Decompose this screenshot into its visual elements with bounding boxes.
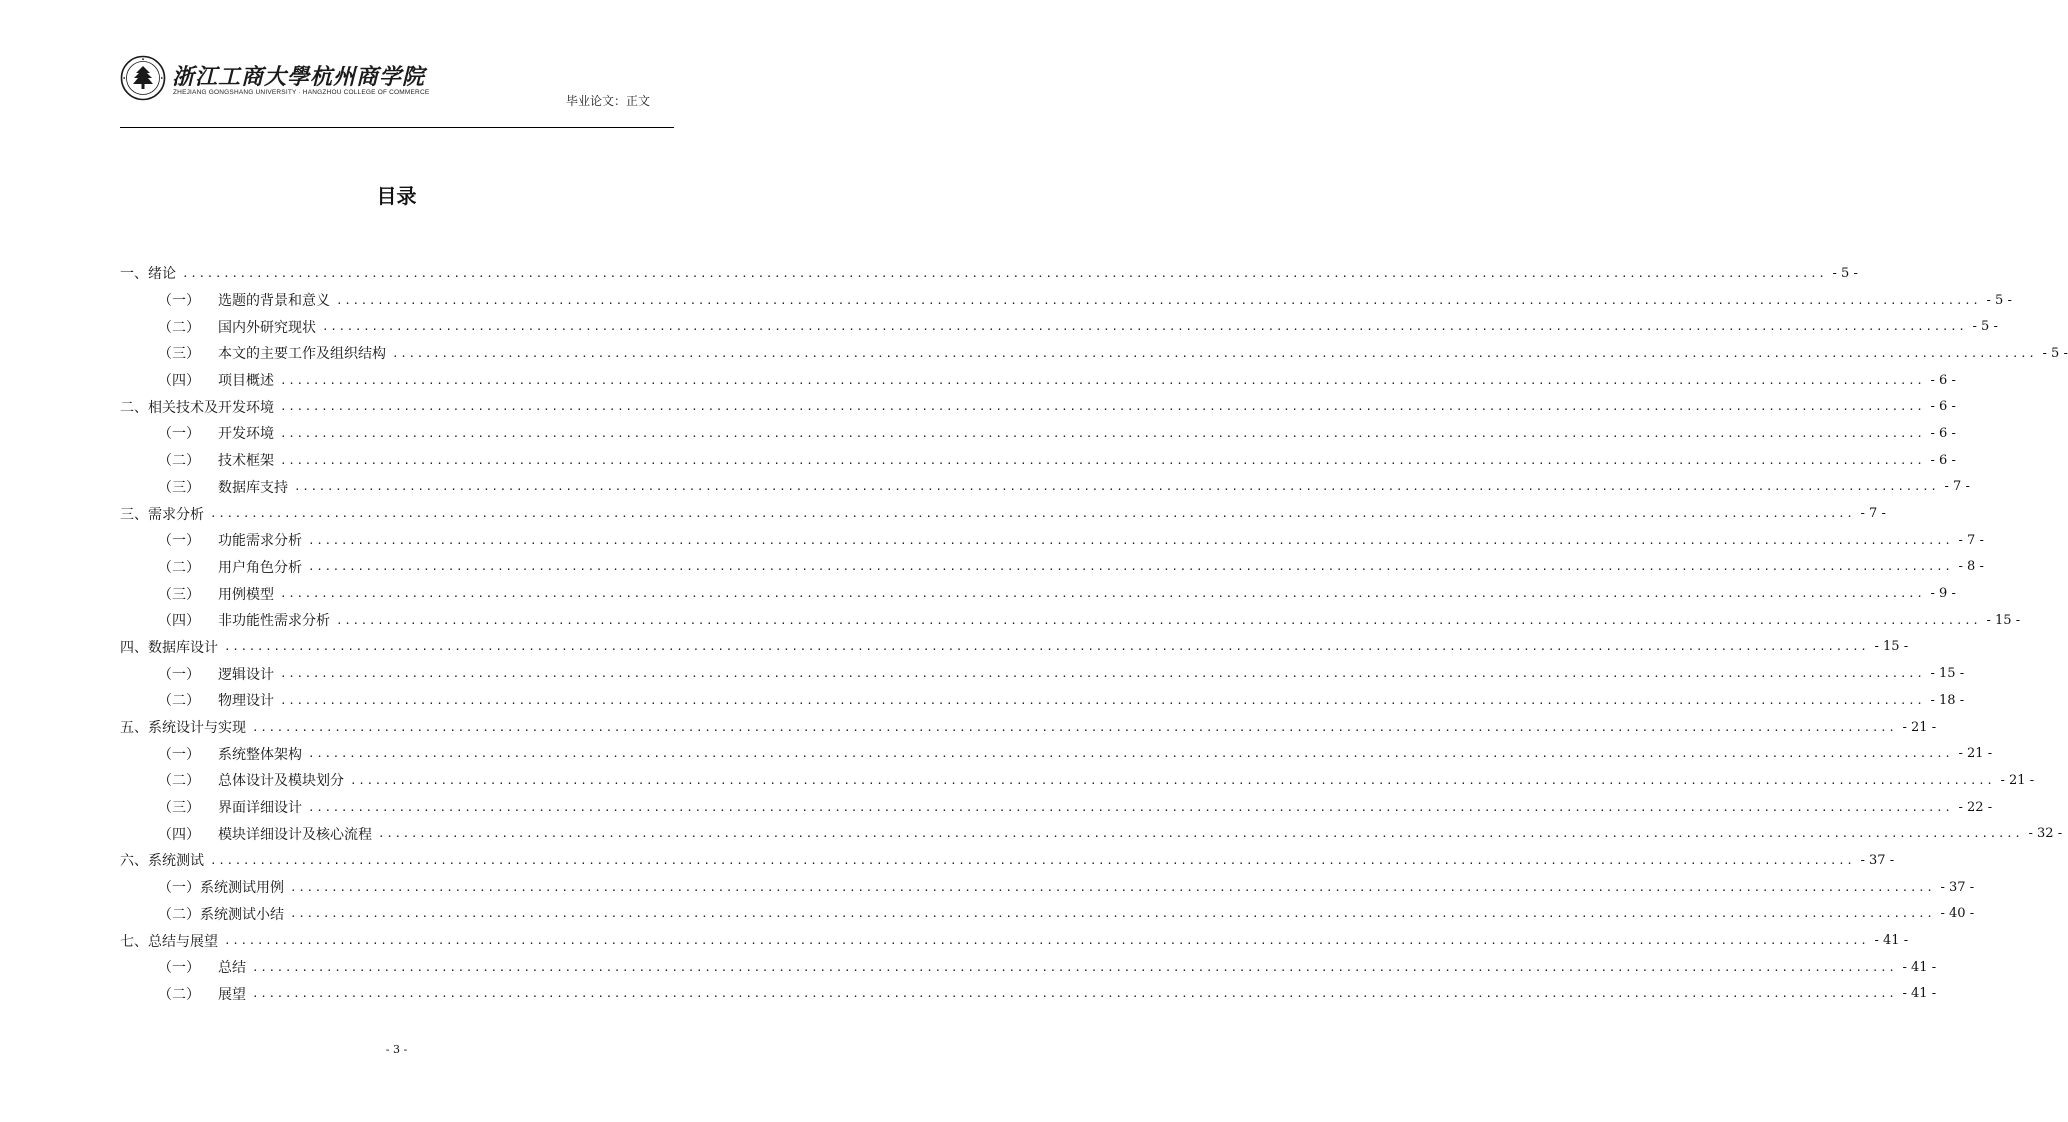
toc-entry-page: - 15 - bbox=[1874, 639, 1909, 655]
toc-entry-title: 技术框架 bbox=[218, 453, 274, 470]
toc-entry-title: 总体设计及模块划分 bbox=[218, 773, 344, 790]
toc-entry-number: （一） bbox=[158, 960, 200, 977]
toc-entry-number: （一） bbox=[158, 880, 200, 897]
toc-entry-title: 系统测试小结 bbox=[200, 906, 284, 923]
toc-dot-leader: ........................................................................................................................................................................................................ bbox=[252, 960, 1897, 974]
toc-entry-number: （三） bbox=[158, 586, 200, 603]
toc-entry-number: （四） bbox=[158, 613, 200, 630]
section-label: 毕业论文：正文 bbox=[565, 94, 650, 108]
toc-entry-page: - 8 - bbox=[1958, 559, 1984, 575]
toc-entry-page: - 5 - bbox=[2042, 345, 2068, 361]
toc-entry[interactable] bbox=[120, 260, 1858, 287]
toc-entry[interactable] bbox=[120, 634, 1909, 661]
toc-entry-number: （一） bbox=[158, 666, 200, 683]
toc-dot-leader: ........................................................................................................................................................................................................ bbox=[224, 640, 1869, 654]
header-divider bbox=[120, 127, 674, 128]
toc-dot-leader: ........................................................................................................................................................................................................ bbox=[308, 560, 1953, 574]
toc-dot-leader: ........................................................................................................................................................................................................ bbox=[280, 400, 1925, 414]
toc-entry[interactable] bbox=[120, 287, 2012, 314]
toc-entry[interactable] bbox=[120, 820, 2063, 847]
toc-entry-page: - 7 - bbox=[1944, 479, 1970, 495]
toc-entry[interactable] bbox=[120, 660, 1965, 687]
toc-entry-title: 本文的主要工作及组织结构 bbox=[218, 346, 386, 363]
toc-entry-number: （二） bbox=[158, 559, 200, 576]
toc-dot-leader: ........................................................................................................................................................................................................ bbox=[392, 346, 2037, 360]
toc-entry-page: - 22 - bbox=[1958, 799, 1993, 815]
toc-entry-number: （一） bbox=[158, 533, 200, 550]
toc-entry-page: - 21 - bbox=[1958, 746, 1993, 762]
toc-entry-title: 总结 bbox=[218, 960, 246, 977]
toc-entry[interactable] bbox=[120, 767, 2035, 794]
toc-entry[interactable] bbox=[120, 927, 1909, 954]
toc-entry[interactable] bbox=[120, 901, 1975, 928]
toc-entry-title: 选题的背景和意义 bbox=[218, 293, 330, 310]
toc-entry-number: （四） bbox=[158, 826, 200, 843]
toc-dot-leader: ........................................................................................................................................................................................................ bbox=[308, 800, 1953, 814]
toc-entry-number: 二、 bbox=[120, 399, 148, 416]
toc-entry-page: - 7 - bbox=[1860, 506, 1886, 522]
toc-entry-title: 物理设计 bbox=[218, 693, 274, 710]
toc-entry-title: 用例模型 bbox=[218, 586, 274, 603]
toc-entry-page: - 40 - bbox=[1940, 906, 1975, 922]
toc-entry-title: 项目概述 bbox=[218, 373, 274, 390]
toc-entry[interactable] bbox=[120, 847, 1895, 874]
toc-entry-page: - 7 - bbox=[1958, 532, 1984, 548]
toc-entry-number: （二） bbox=[158, 906, 200, 923]
toc-entry[interactable] bbox=[120, 981, 1937, 1008]
toc-entry-title: 绪论 bbox=[148, 266, 176, 283]
toc-dot-leader: ........................................................................................................................................................................................................ bbox=[290, 907, 1935, 921]
toc-entry-title: 系统整体架构 bbox=[218, 746, 302, 763]
toc-entry-title: 开发环境 bbox=[218, 426, 274, 443]
toc-entry-page: - 32 - bbox=[2028, 826, 2063, 842]
toc-dot-leader: ........................................................................................................................................................................................................ bbox=[336, 293, 1981, 307]
page-number: - 3 - bbox=[385, 1043, 408, 1056]
toc-entry[interactable] bbox=[120, 580, 1956, 607]
toc-entry-number: （一） bbox=[158, 746, 200, 763]
toc-entry[interactable] bbox=[120, 420, 1956, 447]
toc-entry-page: - 6 - bbox=[1930, 452, 1956, 468]
toc-entry-page: - 37 - bbox=[1860, 852, 1895, 868]
toc-entry-title: 展望 bbox=[218, 986, 246, 1003]
toc-entry-page: - 15 - bbox=[1986, 612, 2021, 628]
toc-entry-number: （一） bbox=[158, 293, 200, 310]
toc-entry-page: - 37 - bbox=[1940, 879, 1975, 895]
toc-entry[interactable] bbox=[120, 554, 1984, 581]
toc-entry[interactable] bbox=[120, 714, 1937, 741]
toc-entry[interactable] bbox=[120, 527, 1984, 554]
toc-entry-page: - 18 - bbox=[1930, 692, 1965, 708]
toc-entry-title: 数据库设计 bbox=[148, 639, 218, 656]
toc-entry[interactable] bbox=[120, 687, 1965, 714]
toc-entry[interactable] bbox=[120, 474, 1970, 501]
page-title: 目录 bbox=[376, 184, 417, 208]
toc-dot-leader: ........................................................................................................................................................................................................ bbox=[294, 480, 1939, 494]
toc-entry-number: （一） bbox=[158, 426, 200, 443]
toc-entry[interactable] bbox=[120, 874, 1975, 901]
toc-dot-leader: ........................................................................................................................................................................................................ bbox=[308, 747, 1953, 761]
toc-entry-number: 三、 bbox=[120, 506, 148, 523]
university-logo-subtext: ZHEJIANG GONGSHANG UNIVERSITY · HANGZHOU COLLEGE OF COMMERCE bbox=[173, 89, 430, 96]
toc-entry-number: 四、 bbox=[120, 639, 148, 656]
toc-entry-number: （三） bbox=[158, 479, 200, 496]
toc-entry-title: 总结与展望 bbox=[148, 933, 218, 950]
toc-entry-page: - 41 - bbox=[1874, 933, 1909, 949]
toc-dot-leader: ........................................................................................................................................................................................................ bbox=[280, 373, 1925, 387]
toc-entry-page: - 6 - bbox=[1930, 372, 1956, 388]
toc-dot-leader: ........................................................................................................................................................................................................ bbox=[280, 453, 1925, 467]
toc-entry-title: 数据库支持 bbox=[218, 479, 288, 496]
toc-dot-leader: ........................................................................................................................................................................................................ bbox=[182, 266, 1827, 280]
toc-dot-leader: ........................................................................................................................................................................................................ bbox=[378, 827, 2023, 841]
toc-entry-number: （二） bbox=[158, 693, 200, 710]
toc-entry-page: - 15 - bbox=[1930, 666, 1965, 682]
toc-entry[interactable] bbox=[120, 340, 2068, 367]
toc-entry-title: 界面详细设计 bbox=[218, 800, 302, 817]
toc-dot-leader: ........................................................................................................................................................................................................ bbox=[336, 613, 1981, 627]
toc-entry-number: （二） bbox=[158, 319, 200, 336]
toc-entry-number: （二） bbox=[158, 986, 200, 1003]
toc-entry[interactable] bbox=[120, 367, 1956, 394]
toc-entry-number: （三） bbox=[158, 800, 200, 817]
toc-entry-number: （二） bbox=[158, 453, 200, 470]
toc-entry[interactable] bbox=[120, 447, 1956, 474]
toc-entry-number: 七、 bbox=[120, 933, 148, 950]
toc-entry-number: 一、 bbox=[120, 266, 148, 283]
toc-dot-leader: ........................................................................................................................................................................................................ bbox=[280, 426, 1925, 440]
university-logo-text: 浙江工商大學杭州商学院 bbox=[172, 65, 426, 90]
toc-entry-title: 需求分析 bbox=[148, 506, 204, 523]
toc-entry-number: 五、 bbox=[120, 720, 148, 737]
toc-entry-page: - 21 - bbox=[1902, 719, 1937, 735]
toc-entry-number: 六、 bbox=[120, 853, 148, 870]
toc-entry-page: - 5 - bbox=[1972, 319, 1998, 335]
toc-entry[interactable] bbox=[120, 607, 2021, 634]
toc-entry-title: 功能需求分析 bbox=[218, 533, 302, 550]
toc-dot-leader: ........................................................................................................................................................................................................ bbox=[322, 320, 1967, 334]
toc-entry-title: 相关技术及开发环境 bbox=[148, 399, 274, 416]
toc-dot-leader: ........................................................................................................................................................................................................ bbox=[280, 667, 1925, 681]
toc-entry[interactable] bbox=[120, 954, 1937, 981]
toc-entry-title: 非功能性需求分析 bbox=[218, 613, 330, 630]
toc-dot-leader: ........................................................................................................................................................................................................ bbox=[252, 720, 1897, 734]
toc-entry-page: - 6 - bbox=[1930, 399, 1956, 415]
toc-entry[interactable] bbox=[120, 794, 1993, 821]
toc-dot-leader: ........................................................................................................................................................................................................ bbox=[224, 934, 1869, 948]
toc-entry-title: 模块详细设计及核心流程 bbox=[218, 826, 372, 843]
toc-entry-title: 国内外研究现状 bbox=[218, 319, 316, 336]
page-header bbox=[120, 52, 674, 128]
toc-entry-number: （二） bbox=[158, 773, 200, 790]
toc-entry-page: - 41 - bbox=[1902, 986, 1937, 1002]
toc-dot-leader: ........................................................................................................................................................................................................ bbox=[280, 587, 1925, 601]
toc-entry[interactable] bbox=[120, 740, 1993, 767]
toc-dot-leader: ........................................................................................................................................................................................................ bbox=[280, 693, 1925, 707]
toc-entry-title: 系统测试 bbox=[148, 853, 204, 870]
toc-entry-number: （三） bbox=[158, 346, 200, 363]
toc-entry-page: - 41 - bbox=[1902, 959, 1937, 975]
toc-entry[interactable] bbox=[120, 500, 1886, 527]
toc-dot-leader: ........................................................................................................................................................................................................ bbox=[290, 880, 1935, 894]
toc-entry-page: - 6 - bbox=[1930, 425, 1956, 441]
toc-entry-title: 系统测试用例 bbox=[200, 880, 284, 897]
toc-dot-leader: ........................................................................................................................................................................................................ bbox=[210, 853, 1855, 867]
toc-entry-title: 用户角色分析 bbox=[218, 559, 302, 576]
toc-dot-leader: ........................................................................................................................................................................................................ bbox=[350, 773, 1995, 787]
toc-entry-page: - 5 - bbox=[1832, 265, 1858, 281]
toc-entry[interactable] bbox=[120, 393, 1956, 420]
toc-entry-number: （四） bbox=[158, 373, 200, 390]
toc-entry-page: - 9 - bbox=[1930, 586, 1956, 602]
university-seal-icon bbox=[120, 55, 166, 101]
toc-entry-page: - 5 - bbox=[1986, 292, 2012, 308]
toc-dot-leader: ........................................................................................................................................................................................................ bbox=[252, 987, 1897, 1001]
table-of-contents bbox=[120, 260, 2068, 1007]
toc-entry-title: 逻辑设计 bbox=[218, 666, 274, 683]
toc-dot-leader: ........................................................................................................................................................................................................ bbox=[210, 507, 1855, 521]
toc-dot-leader: ........................................................................................................................................................................................................ bbox=[308, 533, 1953, 547]
toc-entry[interactable] bbox=[120, 313, 1998, 340]
toc-entry-title: 系统设计与实现 bbox=[148, 720, 246, 737]
toc-entry-page: - 21 - bbox=[2000, 772, 2035, 788]
